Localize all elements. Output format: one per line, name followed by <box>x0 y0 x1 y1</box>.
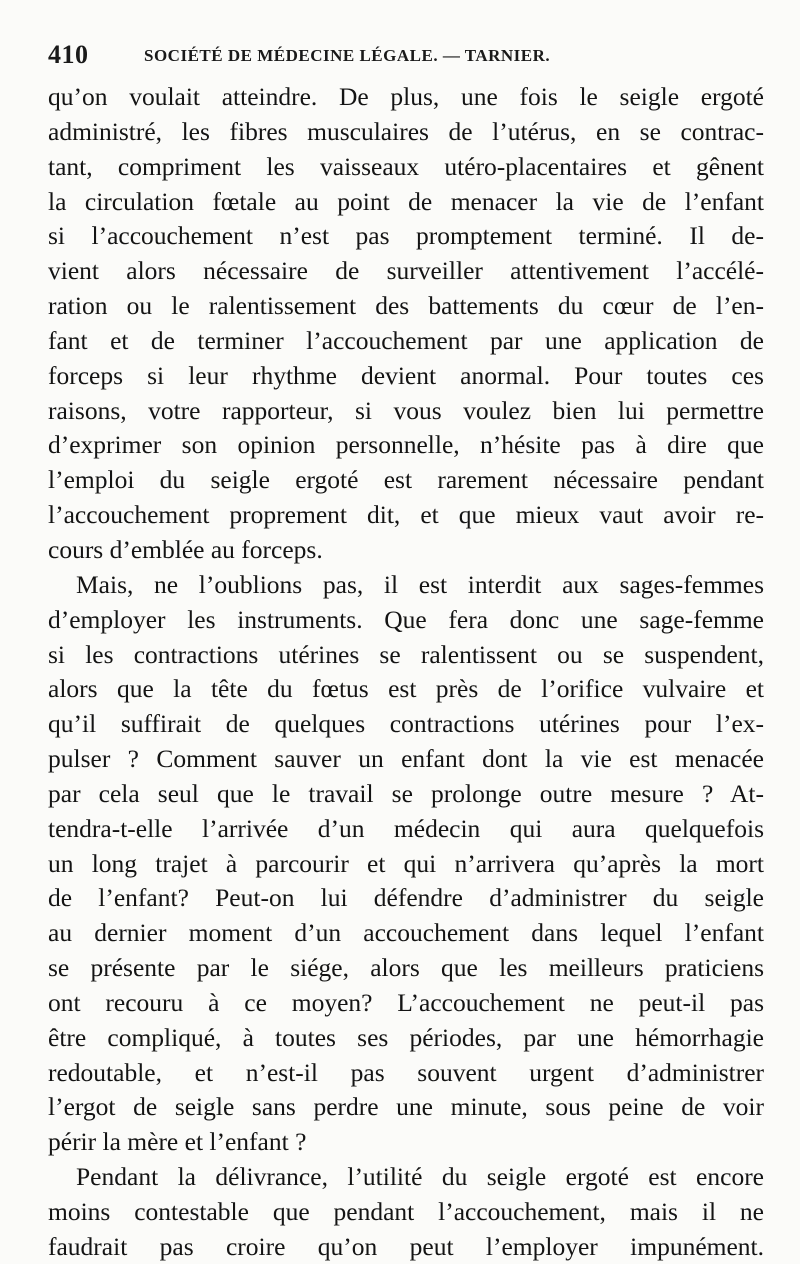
text-line: raisons, votre rapporteur, si vous voulez bien lui permettre <box>48 395 764 425</box>
page-header <box>48 40 768 74</box>
text-line: de l’enfant? Peut-on lui défendre d’administrer du seigle <box>48 883 764 913</box>
text-line: moins contestable que pendant l’accouchement, mais il ne <box>48 1197 764 1226</box>
text-line: l’accouchement proprement dit, et que mieux vaut avoir re- <box>48 500 764 530</box>
text-line: Pendant la délivrance, l’utilité du seigle ergoté est encore <box>76 1162 764 1192</box>
text-line: tendra-t-elle l’arrivée d’un médecin qui aura quelquefois <box>48 813 764 843</box>
text-line: tant, compriment les vaisseaux utéro-placentaires et gênent <box>48 151 764 181</box>
text-line: par cela seul que le travail se prolonge outre mesure ? At- <box>48 778 764 808</box>
text-line: au dernier moment d’un accouchement dans lequel l’enfant <box>48 918 764 948</box>
text-line: faudrait pas croire qu’on peut l’employer impunément. <box>48 1231 764 1261</box>
text-line: forceps si leur rhythme devient anormal. Pour toutes ces <box>48 360 764 390</box>
text-line: être compliqué, à toutes ses périodes, par une hémorrhagie <box>48 1022 764 1052</box>
text-line: l’ergot de seigle sans perdre une minute, sous peine de voir <box>48 1092 764 1122</box>
text-line: redoutable, et n’est-il pas souvent urgent d’administrer <box>48 1057 764 1087</box>
text-line: qu’il suffirait de quelques contractions utérines pour l’ex- <box>48 709 764 739</box>
text-line: qu’on voulait atteindre. De plus, une fois le seigle ergoté <box>48 82 764 111</box>
text-line: la circulation fœtale au point de menacer la vie de l’enfant <box>48 186 764 216</box>
text-line: l’emploi du seigle ergoté est rarement nécessaire pendant <box>48 465 764 495</box>
page-number: 410 <box>48 40 89 69</box>
text-line: pulser ? Comment sauver un enfant dont la vie est menacée <box>48 744 764 774</box>
text-line: d’employer les instruments. Que fera donc une sage-femme <box>48 604 764 634</box>
text-line: Mais, ne l’oublions pas, il est interdit aux sages-femmes <box>76 569 764 599</box>
text-line: ration ou le ralentissement des battements du cœur de l’en- <box>48 291 764 321</box>
text-line: se présente par le siége, alors que les meilleurs praticiens <box>48 953 764 983</box>
text-line: si les contractions utérines se ralentissent ou se suspendent, <box>48 639 764 669</box>
text-line: fant et de terminer l’accouchement par une application de <box>48 325 764 355</box>
text-line: d’exprimer son opinion personnelle, n’hésite pas à dire que <box>48 430 764 460</box>
text-line: un long trajet à parcourir et qui n’arrivera qu’après la mort <box>48 848 764 878</box>
text-line: périr la mère et l’enfant ? <box>48 1127 307 1157</box>
text-line: alors que la tête du fœtus est près de l’orifice vulvaire et <box>48 674 764 704</box>
text-line: si l’accouchement n’est pas promptement terminé. Il de- <box>48 221 764 251</box>
running-head: SOCIÉTÉ DE MÉDECINE LÉGALE. — TARNIER. <box>144 46 551 65</box>
text-line: administré, les fibres musculaires de l’utérus, en se contrac- <box>48 116 764 146</box>
text-line: cours d’emblée au forceps. <box>48 534 323 564</box>
text-line: ont recouru à ce moyen? L’accouchement ne peut-il pas <box>48 987 764 1017</box>
body-text <box>48 80 764 1265</box>
text-line: vient alors nécessaire de surveiller attentivement l’accélé- <box>48 256 764 286</box>
